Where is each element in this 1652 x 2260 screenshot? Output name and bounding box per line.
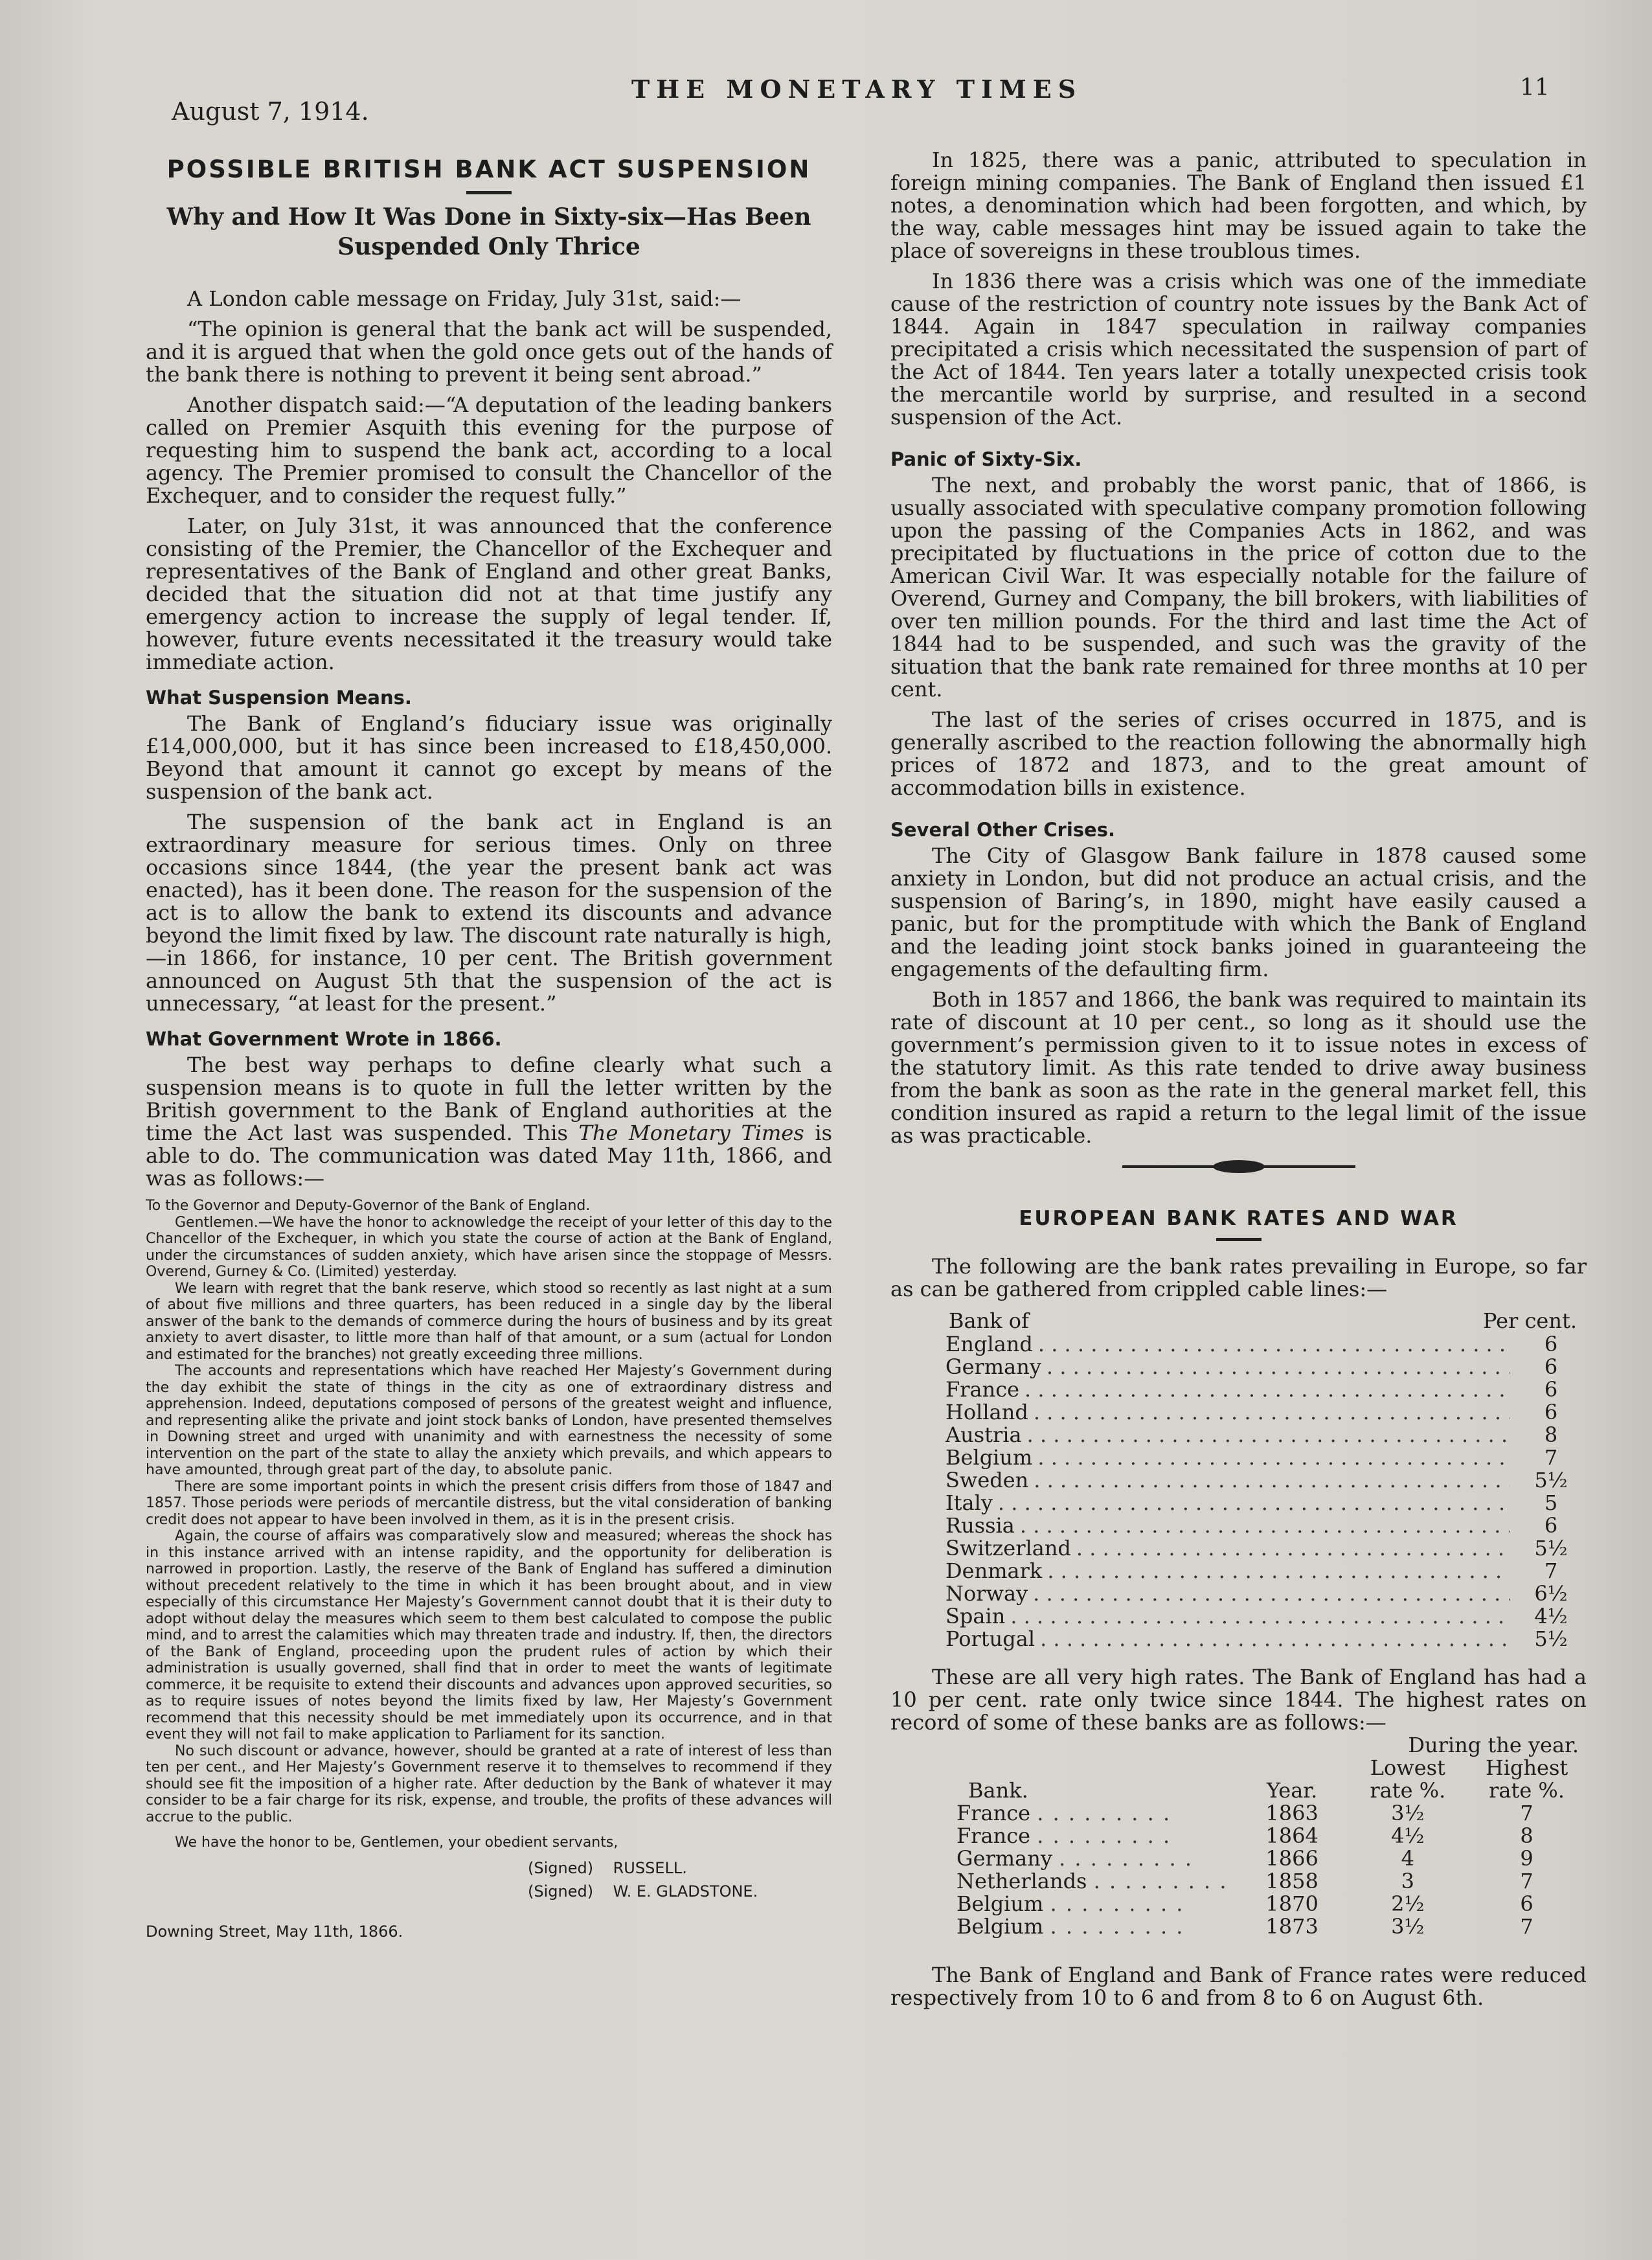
leader-dots	[1033, 1582, 1510, 1605]
table-cell: 1866	[1265, 1846, 1318, 1871]
leader-dots: . . . . . . . . .	[1059, 1846, 1193, 1871]
column-header: Year.	[1266, 1778, 1318, 1803]
rate-row	[890, 1560, 1587, 1582]
paragraph: Both in 1857 and 1866, the bank was required to maintain its rate of discount at 10 per cent., so long as it should use the government’s permission given to it to issue notes in excess of the statutory limit. As this rate tended to drive away business from the bank as soon as the rate in the general market fell, this condition insured as rapid a return to the legal limit of the issue as was practicable.	[890, 987, 1587, 1148]
leader-dots	[1038, 1333, 1510, 1356]
rate-value: 6½	[1534, 1581, 1568, 1606]
rate-value: 5½	[1534, 1627, 1568, 1651]
signed-label: (Signed)	[528, 1882, 594, 1900]
leader-dots: . . . . . . . . .	[1050, 1891, 1184, 1916]
bank-name: Netherlands	[956, 1869, 1087, 1893]
article-headline: POSSIBLE BRITISH BANK ACT SUSPENSION	[166, 155, 811, 183]
signatory-name: W. E. GLADSTONE.	[613, 1882, 758, 1900]
rate-value: 6	[1544, 1332, 1558, 1356]
masthead-title: THE MONETARY TIMES	[631, 74, 1083, 104]
rate-value: 5	[1544, 1490, 1558, 1515]
headline-rule	[466, 191, 512, 194]
historic-rates-table	[949, 1734, 1587, 1938]
paragraph: The Bank of England and Bank of France rates were reduced respectively from 10 to 6 and from 8 to 6 on August 6th.	[890, 1963, 1587, 2010]
article-subhead: Why and How It Was Done in Sixty-six—Has Been Suspended Only Thrice	[166, 203, 811, 260]
issue-date: August 7, 1914.	[172, 97, 369, 126]
table-caption: During the year.	[1408, 1733, 1579, 1757]
letter-paragraph: There are some important points in which the present crisis differs from those of 1847 and 1857. Those periods were periods of mercantile distress, but the vital consideration of banking credit does not appear to have been involved in them, as it is in the present crisis.	[146, 1478, 832, 1528]
section-heading: What Government Wrote in 1866.	[146, 1028, 502, 1050]
leader-dots: . . . . . . . . .	[1037, 1823, 1171, 1848]
table-cell	[949, 1893, 1236, 1915]
leader-dots	[1040, 1628, 1510, 1650]
leader-dots	[1034, 1401, 1510, 1424]
leader-dots	[1047, 1560, 1510, 1582]
paragraph: Later, on July 31st, it was announced that the conference consisting of the Premier, the Chancellor of the Exchequer and representatives of the Bank of England and other great Banks, decided that the situation did not at that time justify any emergency action to increase the supply of legal tender. If, however, future events necessitated it the treasury would take immediate action.	[146, 514, 832, 674]
bank-name: Portugal	[945, 1627, 1035, 1651]
rate-row	[890, 1628, 1587, 1650]
letter-paragraph: No such discount or advance, however, should be granted at a rate of interest of less than ten per cent., and Her Majesty’s Government reserve it to themselves to recommend if they should see fit the imposition of a higher rate. After deduction by the Bank of whatever it may consider to be a fair charge for its risk, expense, and trouble, the profits of these advances will accrue to the public.	[146, 1742, 832, 1825]
leader-dots	[1037, 1446, 1510, 1469]
government-letter	[146, 1198, 832, 1941]
table-cell: 2½	[1391, 1891, 1425, 1916]
bank-name: Belgium	[956, 1891, 1044, 1916]
rate-value: 5½	[1534, 1536, 1568, 1560]
rate-row	[890, 1378, 1587, 1401]
rate-row	[890, 1469, 1587, 1492]
publication-name: The Monetary Times	[578, 1121, 804, 1145]
leader-dots	[1010, 1605, 1510, 1628]
leader-dots	[1020, 1514, 1510, 1537]
rate-value: 6	[1544, 1513, 1558, 1538]
column-header: Highest rate %.	[1485, 1755, 1568, 1803]
paragraph: In 1825, there was a panic, attributed to speculation in foreign mining companies. The Bank of England then issued £1 notes, a denomination which had been forgotten, and which, by the way, cable messages hint may be issued again to take the place of sovereigns in these troublous times.	[890, 148, 1587, 263]
rate-value: 6	[1544, 1354, 1558, 1379]
bank-name: Russia	[945, 1513, 1015, 1538]
letter-dateline: Downing Street, May 11th, 1866.	[146, 1922, 403, 1941]
table-cell: 7	[1520, 1801, 1533, 1825]
rate-value: 6	[1544, 1377, 1558, 1402]
signed-label: (Signed)	[528, 1858, 594, 1877]
paragraph: The City of Glasgow Bank failure in 1878 caused some anxiety in London, but did not produce an actual crisis, and the suspension of Baring’s, in 1890, might have easily caused a panic, but for the promptitude with which the Bank of England and the leading joint stock banks joined in guaranteeing the engagements of the defaulting firm.	[890, 843, 1587, 981]
paragraph: The next, and probably the worst panic, that of 1866, is usually associated with speculative company promotion following upon the passing of the Companies Acts in 1862, and was precipitated by fluctuations in the price of cotton due to the American Civil War. It was especially notable for the failure of Overend, Gurney and Company, the bill brokers, with liabilities of over ten million pounds. For the third and last time the Act of 1844 had to be suspended, and such was the gravity of the situation that the bank rate remained for three months at 10 per cent.	[890, 473, 1587, 702]
leader-dots	[998, 1492, 1510, 1514]
letter-paragraph: Again, the course of affairs was comparatively slow and measured; whereas the shock has in this instance arrived with an intense rapidity, and the opportunity for deliberation is narrowed in proportion. Lastly, the reserve of the Bank of England has suffered a diminution without precedent relatively to the time in which it has been brought about, and in view especially of this circumstance Her Majesty’s Government cannot doubt that it is their duty to adopt without delay the measures which seem to them best calculated to compose the public mind, and to arrest the calamities which may threaten trade and industry. If, then, the directors of the Bank of England, proceeding upon the prudent rules of action by which their administration is usually governed, shall find that in order to meet the wants of legitimate commerce, it be requisite to extend their discounts and advances upon approved securities, so as to require issues of notes beyond the limits fixed by law, Her Majesty’s Government recommend that this necessity should be met immediately upon its occurrence, and in that event they will not fail to make application to Parliament for its sanction.	[146, 1528, 832, 1742]
leader-dots	[1076, 1537, 1510, 1560]
column-label: Bank of	[949, 1308, 1029, 1333]
right-column	[890, 149, 1587, 2017]
table-cell: 1858	[1265, 1869, 1318, 1893]
rate-row	[890, 1492, 1587, 1514]
table-cell	[949, 1870, 1236, 1893]
bank-name: Norway	[945, 1581, 1028, 1606]
rate-row	[890, 1424, 1587, 1446]
paragraph: “The opinion is general that the bank act will be suspended, and it is argued that when the gold once gets out of the hands of the bank there is nothing to prevent it being sent abroad.”	[146, 317, 832, 387]
table-cell: 1873	[1265, 1914, 1318, 1939]
rate-value: 7	[1544, 1445, 1558, 1470]
table-row	[949, 1870, 1587, 1893]
leader-dots: . . . . . . . . .	[1037, 1801, 1171, 1825]
bank-name: Belgium	[956, 1914, 1044, 1939]
leader-dots	[1024, 1378, 1510, 1401]
rate-value: 7	[1544, 1558, 1558, 1583]
table-cell	[949, 1915, 1236, 1938]
table-cell: 3½	[1391, 1914, 1425, 1939]
left-column	[146, 155, 832, 1941]
paragraph: The suspension of the bank act in England is an extraordinary measure for serious times. Only on three occasions since 1844, (the year the present bank act was enacted), has it been done. The reason for the suspension of the act is to allow the bank to extend its discounts and advance beyond the limit fixed by law. The discount rate naturally is high,—in 1866, for instance, 10 per cent. The British government announced on August 5th that the suspension of the act is unnecessary, “at least for the present.”	[146, 810, 832, 1016]
bank-name: Italy	[945, 1490, 993, 1515]
leader-dots	[1047, 1356, 1510, 1378]
bank-name: Spain	[945, 1604, 1006, 1628]
paragraph: The last of the series of crises occurred in 1875, and is generally ascribed to the reaction following the abnormally high prices of 1872 and 1873, and to the great amount of accommodation bills in existence.	[890, 707, 1587, 800]
text-run: The best way perhaps to define clearly what such a suspension means is to quote in full the letter written by the British government to the Bank of England authorities at the time the Act last was suspended. This	[146, 1053, 832, 1145]
table-row	[949, 1847, 1587, 1870]
paragraph: In 1836 there was a crisis which was one of the immediate cause of the restriction of country note issues by the Bank Act of 1844. Again in 1847 speculation in railway companies precipitated a crisis which necessitated the suspension of part of the Act of 1844. Ten years later a totally unexpected crisis took the mercantile world by surprise, and resulted in a second suspension of the Act.	[890, 269, 1587, 429]
rate-row	[890, 1356, 1587, 1378]
table-cell: 9	[1520, 1846, 1533, 1871]
table-cell: 4½	[1391, 1823, 1425, 1848]
table-cell: 4	[1401, 1846, 1415, 1871]
rates-header	[890, 1308, 1587, 1333]
page-number: 11	[1520, 74, 1550, 101]
signatory-name: RUSSELL.	[613, 1858, 687, 1877]
bank-name: France	[956, 1823, 1031, 1848]
table-row	[949, 1825, 1587, 1847]
paragraph: The following are the bank rates prevailing in Europe, so far as can be gathered from crippled cable lines:—	[890, 1254, 1587, 1301]
rate-row	[890, 1401, 1587, 1424]
letter-address: To the Governor and Deputy-Governor of the Bank of England.	[146, 1198, 591, 1214]
table-cell: 3	[1401, 1869, 1415, 1893]
table-row	[949, 1802, 1587, 1825]
rate-value: 8	[1544, 1422, 1558, 1447]
leader-dots	[1034, 1469, 1510, 1492]
section-heading: Several Other Crises.	[890, 819, 1115, 841]
table-cell: 1863	[1265, 1801, 1318, 1825]
table-cell	[949, 1802, 1236, 1825]
bank-name: Holland	[945, 1400, 1028, 1424]
letter-paragraph: The accounts and representations which have reached Her Majesty’s Government during the day exhibit the state of things in the city as one of extraordinary distress and apprehension. Indeed, deputations composed of persons of the greatest weight and influence, and representing alike the private and joint stock banks of London, have presented themselves in Downing street and urged with unanimity and with earnestness the necessity of some intervention on the part of the state to allay the anxiety which prevails, and which appears to have amounted, through great part of the day, to absolute panic.	[146, 1363, 832, 1478]
bank-name: England	[945, 1332, 1033, 1356]
rate-row	[890, 1582, 1587, 1605]
bank-name: Germany	[945, 1354, 1041, 1379]
table-cell: 1870	[1265, 1891, 1318, 1916]
article-headline: EUROPEAN BANK RATES AND WAR	[1019, 1207, 1458, 1230]
bank-name: Austria	[945, 1422, 1022, 1447]
rate-row	[890, 1446, 1587, 1469]
letter-closing: We have the honor to be, Gentlemen, your obedient servants,	[175, 1834, 618, 1851]
column-header: Lowest rate %.	[1370, 1755, 1446, 1803]
rate-value: 6	[1544, 1400, 1558, 1424]
rate-row	[890, 1537, 1587, 1560]
letter-paragraph: Gentlemen.—We have the honor to acknowledge the receipt of your letter of this day to the Chancellor of the Exchequer, in which you state the course of action at the Bank of England, under the circumstances of sudden anxiety, which have arisen since the stoppage of Messrs. Overend, Gurney & Co. (Limited) yesterday.	[146, 1214, 832, 1280]
paragraph: Another dispatch said:—“A deputation of the leading bankers called on Premier Asquith this evening for the purpose of requesting him to suspend the bank act, according to a local agency. The Premier promised to consult the Chancellor of the Exchequer, and to consider the request fully.”	[146, 393, 832, 508]
headline-rule	[1216, 1238, 1262, 1241]
leader-dots: . . . . . . . . .	[1050, 1914, 1184, 1939]
rate-value: 5½	[1534, 1468, 1568, 1492]
paragraph: These are all very high rates. The Bank of England has had a 10 per cent. rate only twice since 1844. The highest rates on record of some of these banks are as follows:—	[890, 1665, 1587, 1735]
section-heading: What Suspension Means.	[146, 687, 412, 709]
section-heading: Panic of Sixty-Six.	[890, 448, 1082, 470]
bank-name: Denmark	[945, 1558, 1043, 1583]
column-label: Per cent.	[1483, 1308, 1577, 1333]
bank-name: France	[956, 1801, 1031, 1825]
paragraph: A London cable message on Friday, July 31st, said:—	[187, 286, 741, 311]
rate-row	[890, 1333, 1587, 1356]
table-row	[949, 1893, 1587, 1915]
paragraph	[146, 1054, 832, 1190]
table-row	[949, 1915, 1587, 1938]
table-cell	[949, 1847, 1236, 1870]
table-cell: 1864	[1265, 1823, 1318, 1848]
bank-name: Sweden	[945, 1468, 1029, 1492]
bank-name: Germany	[956, 1846, 1052, 1871]
text-run: is able to do. The communication was dated May 11th, 1866, and was as follows:—	[146, 1121, 833, 1191]
leader-dots: . . . . . . . . .	[1093, 1869, 1228, 1893]
table-cell: 8	[1520, 1823, 1533, 1848]
bank-name: France	[945, 1377, 1020, 1402]
table-cell: 7	[1520, 1914, 1533, 1939]
table-cell	[949, 1825, 1236, 1847]
table-cell: 3½	[1391, 1801, 1425, 1825]
leader-dots	[1027, 1424, 1510, 1446]
rate-row	[890, 1514, 1587, 1537]
column-header: Bank.	[968, 1778, 1028, 1803]
table-cell: 6	[1520, 1891, 1533, 1916]
signatures	[528, 1856, 832, 1903]
paragraph: The Bank of England’s fiduciary issue was originally £14,000,000, but it has since been increased to £18,450,000. Beyond that amount it cannot go except by means of the suspension of the bank act.	[146, 711, 832, 804]
rate-row	[890, 1605, 1587, 1628]
letter-paragraph: We learn with regret that the bank reserve, which stood so recently as last night at a sum of about five millions and three quarters, has been reduced in a single day by the liberal answer of the bank to the demands of commerce during the hours of business and by its great anxiety to avert disaster, to little more than half of that amount, or a sum (actual for London and estimated for the branches) not greatly exceeding three millions.	[146, 1280, 832, 1363]
rate-value: 4½	[1534, 1604, 1568, 1628]
bank-name: Belgium	[945, 1445, 1033, 1470]
bank-rates-list	[890, 1308, 1587, 1650]
ornament-divider	[1122, 1165, 1355, 1168]
table-cell: 7	[1520, 1869, 1533, 1893]
bank-name: Switzerland	[945, 1536, 1071, 1560]
